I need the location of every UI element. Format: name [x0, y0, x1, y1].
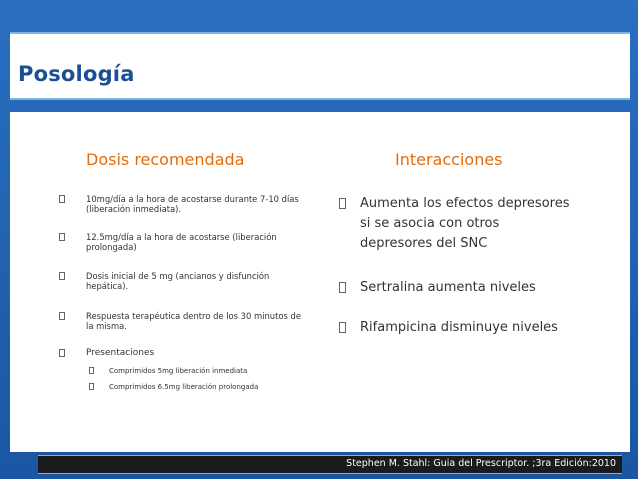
- sub-list-item-text: Comprimidos 6.5mg liberación prolongada: [109, 383, 259, 391]
- square-bullet-icon: [89, 383, 94, 390]
- right-heading: Interacciones: [395, 150, 503, 169]
- interaction-text: Rifampicina disminuye niveles: [360, 320, 558, 335]
- list-item-text: Dosis inicial de 5 mg (ancianos y disfunción hepática).: [86, 271, 270, 291]
- square-bullet-icon: [59, 349, 65, 357]
- square-bullet-icon: [59, 195, 65, 203]
- interaction-text: Sertralina aumenta niveles: [360, 280, 536, 295]
- title-bar: [10, 32, 630, 100]
- sub-list-item-text: Comprimidos 5mg liberación inmediata: [109, 367, 248, 375]
- list-item-text: Presentaciones: [86, 348, 155, 358]
- list-item-text: Respuesta terapéutica dentro de los 30 minutos de la misma.: [86, 311, 302, 331]
- slide-title: Posología: [18, 62, 135, 86]
- square-bullet-icon: [339, 282, 346, 293]
- square-bullet-icon: [339, 198, 346, 209]
- square-bullet-icon: [59, 312, 65, 320]
- list-item-text: 12.5mg/día a la hora de acostarse (liberación prolongada): [86, 232, 277, 252]
- square-bullet-icon: [59, 233, 65, 241]
- square-bullet-icon: [339, 322, 346, 333]
- square-bullet-icon: [59, 272, 65, 280]
- footer-bar: [38, 455, 622, 474]
- slide-content: [10, 112, 630, 452]
- square-bullet-icon: [89, 367, 94, 374]
- citation-text: Stephen M. Stahl: Guia del Prescriptor. ;3ra Edición:2010: [346, 458, 616, 469]
- interaction-text: Aumenta los efectos depresores si se asocia con otros depresores del SNC: [360, 196, 570, 251]
- left-heading: Dosis recomendada: [86, 150, 245, 169]
- list-item-text: 10mg/día a la hora de acostarse durante 7-10 días (liberación inmediata).: [86, 194, 299, 214]
